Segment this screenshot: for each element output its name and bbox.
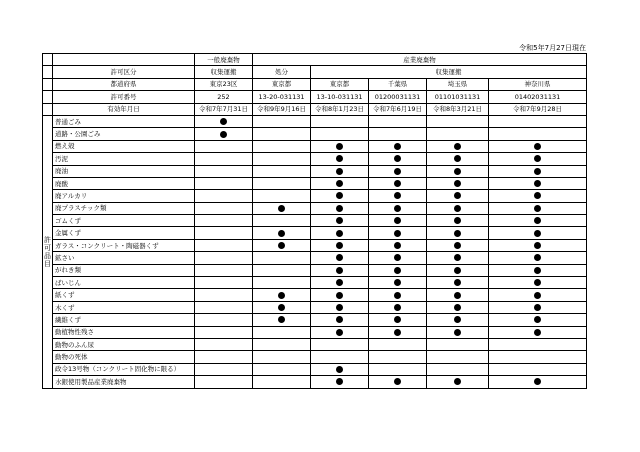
mark-cell bbox=[369, 165, 427, 177]
permitted-dot-icon bbox=[336, 329, 343, 336]
permitted-dot-icon bbox=[454, 168, 461, 175]
mark-cell bbox=[253, 177, 311, 189]
permitted-dot-icon bbox=[454, 292, 461, 299]
mark-cell bbox=[195, 351, 253, 363]
mark-cell bbox=[311, 215, 369, 227]
mark-cell bbox=[311, 252, 369, 264]
mark-cell bbox=[489, 301, 587, 313]
mark-cell bbox=[427, 326, 489, 338]
item-name: ばいじん bbox=[53, 277, 195, 289]
permitted-dot-icon bbox=[534, 304, 541, 311]
mark-cell bbox=[311, 264, 369, 276]
item-name: 繊維くず bbox=[53, 314, 195, 326]
permitted-dot-icon bbox=[534, 155, 541, 162]
mark-cell bbox=[195, 363, 253, 375]
mark-cell bbox=[311, 165, 369, 177]
mark-cell bbox=[427, 165, 489, 177]
mark-cell bbox=[427, 153, 489, 165]
mark-cell bbox=[311, 190, 369, 202]
row-label: 許可区分 bbox=[53, 66, 195, 78]
item-name: 木くず bbox=[53, 301, 195, 313]
mark-cell bbox=[253, 252, 311, 264]
mark-cell bbox=[311, 140, 369, 152]
permitted-dot-icon bbox=[336, 254, 343, 261]
mark-cell bbox=[369, 264, 427, 276]
permitted-dot-icon bbox=[454, 329, 461, 336]
mark-cell bbox=[253, 326, 311, 338]
mark-cell bbox=[195, 190, 253, 202]
permitted-dot-icon bbox=[534, 205, 541, 212]
mark-cell bbox=[311, 289, 369, 301]
date-cell: 令和8年3月21日 bbox=[427, 103, 489, 115]
permitted-dot-icon bbox=[454, 205, 461, 212]
permitted-dot-icon bbox=[394, 155, 401, 162]
mark-cell bbox=[427, 177, 489, 189]
item-row bbox=[43, 239, 587, 251]
date-cell: 令和8年1月23日 bbox=[311, 103, 369, 115]
mark-cell bbox=[195, 301, 253, 313]
permitted-dot-icon bbox=[336, 192, 343, 199]
mark-cell bbox=[369, 239, 427, 251]
mark-cell bbox=[427, 277, 489, 289]
pref-row bbox=[43, 78, 587, 90]
mark-cell bbox=[195, 326, 253, 338]
item-row bbox=[43, 202, 587, 214]
item-name: 紙くず bbox=[53, 289, 195, 301]
permitted-dot-icon bbox=[336, 304, 343, 311]
permitted-dot-icon bbox=[454, 242, 461, 249]
mark-cell bbox=[369, 128, 427, 140]
permitted-dot-icon bbox=[394, 254, 401, 261]
permitted-dot-icon bbox=[394, 279, 401, 286]
item-row bbox=[43, 326, 587, 338]
mark-cell bbox=[369, 363, 427, 375]
mark-cell bbox=[427, 314, 489, 326]
item-row bbox=[43, 227, 587, 239]
permitted-dot-icon bbox=[454, 155, 461, 162]
mark-cell bbox=[369, 338, 427, 350]
mark-cell bbox=[195, 227, 253, 239]
mark-cell bbox=[489, 314, 587, 326]
permitted-dot-icon bbox=[336, 242, 343, 249]
pref-cell: 神奈川県 bbox=[489, 78, 587, 90]
mark-cell bbox=[311, 153, 369, 165]
mark-cell bbox=[195, 128, 253, 140]
mark-cell bbox=[253, 264, 311, 276]
permitted-dot-icon bbox=[454, 192, 461, 199]
mark-cell bbox=[489, 277, 587, 289]
mark-cell bbox=[427, 264, 489, 276]
item-row bbox=[43, 165, 587, 177]
permitted-dot-icon bbox=[534, 329, 541, 336]
mark-cell bbox=[195, 177, 253, 189]
mark-cell bbox=[253, 227, 311, 239]
mark-cell bbox=[427, 239, 489, 251]
number-cell: 01402031131 bbox=[489, 91, 587, 103]
mark-cell bbox=[369, 227, 427, 239]
kubun-cell: 収集運搬 bbox=[311, 66, 587, 78]
kyoka-kubun-row bbox=[43, 66, 587, 78]
item-row bbox=[43, 177, 587, 189]
mark-cell bbox=[311, 115, 369, 127]
mark-cell bbox=[253, 338, 311, 350]
mark-cell bbox=[489, 252, 587, 264]
permitted-dot-icon bbox=[394, 267, 401, 274]
mark-cell bbox=[489, 326, 587, 338]
mark-cell bbox=[195, 202, 253, 214]
item-name: 廃アルカリ bbox=[53, 190, 195, 202]
mark-cell bbox=[311, 363, 369, 375]
item-name: 廃油 bbox=[53, 165, 195, 177]
permitted-dot-icon bbox=[394, 180, 401, 187]
item-name: 廃酸 bbox=[53, 177, 195, 189]
mark-cell bbox=[489, 264, 587, 276]
mark-cell bbox=[311, 326, 369, 338]
permitted-dot-icon bbox=[336, 205, 343, 212]
mark-cell bbox=[489, 239, 587, 251]
mark-cell bbox=[253, 239, 311, 251]
mark-cell bbox=[489, 351, 587, 363]
permitted-dot-icon bbox=[394, 292, 401, 299]
permitted-dot-icon bbox=[336, 143, 343, 150]
permit-table bbox=[42, 53, 587, 389]
mark-cell bbox=[489, 363, 587, 375]
permitted-dot-icon bbox=[220, 118, 227, 125]
permitted-dot-icon bbox=[534, 217, 541, 224]
mark-cell bbox=[311, 376, 369, 388]
mark-cell bbox=[427, 289, 489, 301]
permitted-dot-icon bbox=[534, 316, 541, 323]
item-row bbox=[43, 264, 587, 276]
mark-cell bbox=[253, 351, 311, 363]
mark-cell bbox=[489, 115, 587, 127]
permitted-dot-icon bbox=[394, 192, 401, 199]
item-row bbox=[43, 351, 587, 363]
mark-cell bbox=[489, 338, 587, 350]
mark-cell bbox=[195, 289, 253, 301]
mark-cell bbox=[369, 115, 427, 127]
item-row bbox=[43, 289, 587, 301]
permitted-items-label: 許可品目 bbox=[43, 115, 53, 388]
permitted-dot-icon bbox=[394, 378, 401, 385]
row-label: 都道府県 bbox=[53, 78, 195, 90]
mark-cell bbox=[369, 215, 427, 227]
permitted-dot-icon bbox=[336, 366, 343, 373]
permitted-dot-icon bbox=[394, 329, 401, 336]
item-name: 道路・公園ごみ bbox=[53, 128, 195, 140]
permitted-dot-icon bbox=[278, 205, 285, 212]
mark-cell bbox=[369, 190, 427, 202]
item-row bbox=[43, 363, 587, 375]
date-row bbox=[43, 103, 587, 115]
mark-cell bbox=[489, 140, 587, 152]
permitted-dot-icon bbox=[278, 316, 285, 323]
permitted-dot-icon bbox=[336, 180, 343, 187]
mark-cell bbox=[195, 252, 253, 264]
permitted-dot-icon bbox=[278, 304, 285, 311]
permitted-dot-icon bbox=[454, 254, 461, 261]
mark-cell bbox=[253, 363, 311, 375]
mark-cell bbox=[311, 177, 369, 189]
item-row bbox=[43, 215, 587, 227]
mark-cell bbox=[311, 277, 369, 289]
mark-cell bbox=[311, 351, 369, 363]
mark-cell bbox=[195, 140, 253, 152]
mark-cell bbox=[369, 351, 427, 363]
item-name: 動物の死体 bbox=[53, 351, 195, 363]
permitted-dot-icon bbox=[336, 168, 343, 175]
permitted-dot-icon bbox=[454, 143, 461, 150]
mark-cell bbox=[369, 202, 427, 214]
mark-cell bbox=[253, 301, 311, 313]
mark-cell bbox=[195, 115, 253, 127]
number-cell: 01101031131 bbox=[427, 91, 489, 103]
mark-cell bbox=[427, 376, 489, 388]
mark-cell bbox=[427, 128, 489, 140]
mark-cell bbox=[489, 202, 587, 214]
pref-cell: 千葉県 bbox=[369, 78, 427, 90]
item-name: ゴムくず bbox=[53, 215, 195, 227]
item-name: 普通ごみ bbox=[53, 115, 195, 127]
item-row bbox=[43, 301, 587, 313]
date-cell: 令和7年9月28日 bbox=[489, 103, 587, 115]
permitted-dot-icon bbox=[534, 180, 541, 187]
mark-cell bbox=[427, 252, 489, 264]
permitted-dot-icon bbox=[454, 180, 461, 187]
mark-cell bbox=[195, 277, 253, 289]
permitted-dot-icon bbox=[394, 168, 401, 175]
mark-cell bbox=[427, 215, 489, 227]
permitted-dot-icon bbox=[454, 279, 461, 286]
permitted-dot-icon bbox=[220, 131, 227, 138]
pref-cell: 埼玉県 bbox=[427, 78, 489, 90]
permitted-dot-icon bbox=[394, 205, 401, 212]
as-of-date: 令和5年7月27日現在 bbox=[519, 44, 586, 52]
kubun-cell: 収集運搬 bbox=[195, 66, 253, 78]
item-name: 燃え殻 bbox=[53, 140, 195, 152]
mark-cell bbox=[195, 338, 253, 350]
item-row bbox=[43, 314, 587, 326]
number-cell: 252 bbox=[195, 91, 253, 103]
mark-cell bbox=[427, 227, 489, 239]
permitted-dot-icon bbox=[336, 279, 343, 286]
item-name: がれき類 bbox=[53, 264, 195, 276]
mark-cell bbox=[369, 376, 427, 388]
pref-cell: 東京都 bbox=[311, 78, 369, 90]
mark-cell bbox=[253, 140, 311, 152]
category-row bbox=[43, 54, 587, 66]
row-label: 許可番号 bbox=[53, 91, 195, 103]
permitted-dot-icon bbox=[454, 267, 461, 274]
mark-cell bbox=[253, 289, 311, 301]
mark-cell bbox=[369, 314, 427, 326]
mark-cell bbox=[311, 338, 369, 350]
mark-cell bbox=[311, 227, 369, 239]
number-cell: 13-20-031131 bbox=[253, 91, 311, 103]
mark-cell bbox=[311, 128, 369, 140]
number-row bbox=[43, 91, 587, 103]
permitted-dot-icon bbox=[336, 316, 343, 323]
permitted-dot-icon bbox=[534, 279, 541, 286]
mark-cell bbox=[311, 314, 369, 326]
item-name: 汚泥 bbox=[53, 153, 195, 165]
mark-cell bbox=[427, 202, 489, 214]
item-name: ガラス・コンクリート・陶磁器くず bbox=[53, 239, 195, 251]
permitted-dot-icon bbox=[534, 143, 541, 150]
sangyo-header: 産業廃棄物 bbox=[253, 54, 587, 66]
mark-cell bbox=[427, 338, 489, 350]
permitted-dot-icon bbox=[454, 217, 461, 224]
item-row bbox=[43, 140, 587, 152]
mark-cell bbox=[427, 140, 489, 152]
permitted-dot-icon bbox=[534, 378, 541, 385]
mark-cell bbox=[369, 177, 427, 189]
permitted-dot-icon bbox=[278, 292, 285, 299]
permitted-dot-icon bbox=[394, 316, 401, 323]
mark-cell bbox=[489, 215, 587, 227]
permitted-dot-icon bbox=[534, 242, 541, 249]
permitted-dot-icon bbox=[534, 230, 541, 237]
permitted-dot-icon bbox=[454, 230, 461, 237]
mark-cell bbox=[195, 165, 253, 177]
permitted-dot-icon bbox=[278, 230, 285, 237]
mark-cell bbox=[427, 301, 489, 313]
number-cell: 01200031131 bbox=[369, 91, 427, 103]
mark-cell bbox=[369, 277, 427, 289]
item-name: 鉱さい bbox=[53, 252, 195, 264]
permitted-dot-icon bbox=[394, 242, 401, 249]
mark-cell bbox=[369, 301, 427, 313]
mark-cell bbox=[195, 376, 253, 388]
mark-cell bbox=[253, 202, 311, 214]
mark-cell bbox=[489, 227, 587, 239]
mark-cell bbox=[427, 351, 489, 363]
mark-cell bbox=[311, 239, 369, 251]
mark-cell bbox=[489, 153, 587, 165]
pref-cell: 東京都 bbox=[253, 78, 311, 90]
mark-cell bbox=[195, 215, 253, 227]
date-cell: 令和9年9月16日 bbox=[253, 103, 311, 115]
permitted-dot-icon bbox=[336, 378, 343, 385]
mark-cell bbox=[489, 128, 587, 140]
mark-cell bbox=[427, 363, 489, 375]
mark-cell bbox=[369, 140, 427, 152]
item-row bbox=[43, 153, 587, 165]
item-name: 動物のふん尿 bbox=[53, 338, 195, 350]
item-name: 政令13号物（コンクリート固化物に限る） bbox=[53, 363, 195, 375]
permitted-dot-icon bbox=[534, 267, 541, 274]
mark-cell bbox=[489, 165, 587, 177]
permitted-dot-icon bbox=[454, 316, 461, 323]
mark-cell bbox=[369, 153, 427, 165]
item-row bbox=[43, 277, 587, 289]
mark-cell bbox=[311, 202, 369, 214]
mark-cell bbox=[489, 376, 587, 388]
kubun-cell: 処分 bbox=[253, 66, 311, 78]
mark-cell bbox=[195, 239, 253, 251]
permitted-dot-icon bbox=[336, 155, 343, 162]
permitted-dot-icon bbox=[278, 242, 285, 249]
item-row bbox=[43, 252, 587, 264]
permitted-dot-icon bbox=[534, 292, 541, 299]
mark-cell bbox=[253, 215, 311, 227]
permitted-dot-icon bbox=[394, 304, 401, 311]
mark-cell bbox=[427, 115, 489, 127]
permitted-dot-icon bbox=[454, 378, 461, 385]
permitted-dot-icon bbox=[394, 230, 401, 237]
mark-cell bbox=[195, 264, 253, 276]
mark-cell bbox=[195, 153, 253, 165]
mark-cell bbox=[489, 289, 587, 301]
mark-cell bbox=[489, 190, 587, 202]
mark-cell bbox=[253, 314, 311, 326]
mark-cell bbox=[369, 326, 427, 338]
permitted-dot-icon bbox=[534, 254, 541, 261]
item-name: 廃プラスチック類 bbox=[53, 202, 195, 214]
date-cell: 令和7年6月19日 bbox=[369, 103, 427, 115]
mark-cell bbox=[369, 252, 427, 264]
mark-cell bbox=[253, 128, 311, 140]
permitted-dot-icon bbox=[534, 168, 541, 175]
item-row bbox=[43, 338, 587, 350]
mark-cell bbox=[311, 301, 369, 313]
item-row bbox=[43, 190, 587, 202]
pref-cell: 東京23区 bbox=[195, 78, 253, 90]
permitted-dot-icon bbox=[394, 143, 401, 150]
mark-cell bbox=[253, 376, 311, 388]
mark-cell bbox=[253, 153, 311, 165]
permitted-dot-icon bbox=[454, 304, 461, 311]
mark-cell bbox=[427, 190, 489, 202]
row-label: 有効年月日 bbox=[53, 103, 195, 115]
permitted-dot-icon bbox=[336, 230, 343, 237]
mark-cell bbox=[253, 165, 311, 177]
item-row bbox=[43, 376, 587, 388]
item-name: 水銀使用製品産業廃棄物 bbox=[53, 376, 195, 388]
permitted-dot-icon bbox=[336, 267, 343, 274]
mark-cell bbox=[195, 314, 253, 326]
item-row bbox=[43, 128, 587, 140]
mark-cell bbox=[253, 277, 311, 289]
permitted-dot-icon bbox=[336, 292, 343, 299]
ippan-header: 一般廃棄物 bbox=[195, 54, 253, 66]
item-row bbox=[43, 115, 587, 127]
mark-cell bbox=[369, 289, 427, 301]
item-name: 金属くず bbox=[53, 227, 195, 239]
mark-cell bbox=[253, 190, 311, 202]
number-cell: 13-10-031131 bbox=[311, 91, 369, 103]
permitted-dot-icon bbox=[534, 192, 541, 199]
permitted-dot-icon bbox=[394, 217, 401, 224]
date-cell: 令和7年7月31日 bbox=[195, 103, 253, 115]
item-name: 動植物性残さ bbox=[53, 326, 195, 338]
mark-cell bbox=[253, 115, 311, 127]
mark-cell bbox=[489, 177, 587, 189]
permitted-dot-icon bbox=[336, 217, 343, 224]
